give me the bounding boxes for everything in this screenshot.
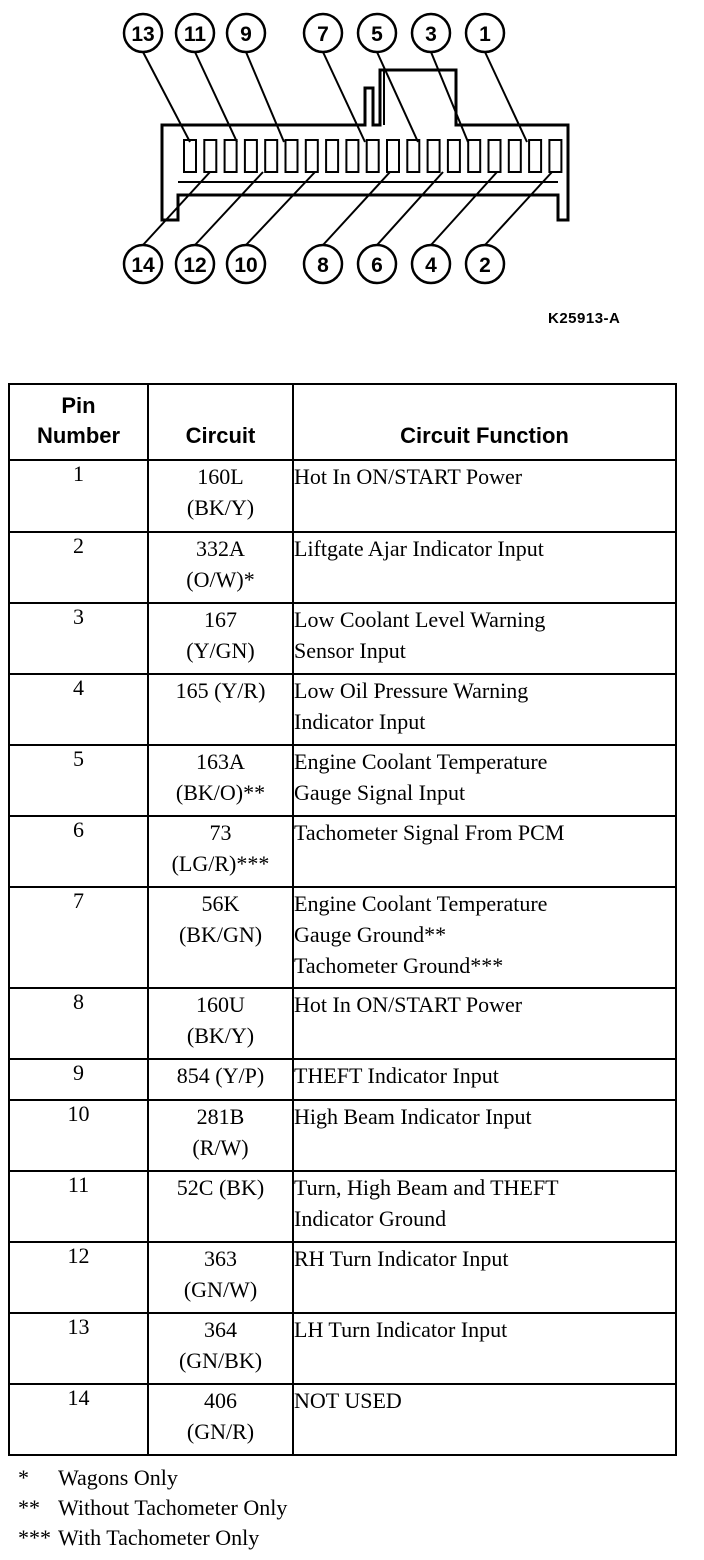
- pin-number-cell: 7: [9, 887, 148, 988]
- top-pin-callout: [304, 14, 342, 52]
- leader-line: [143, 172, 210, 245]
- pin-slot: [204, 140, 216, 172]
- pin-number-cell: 8: [9, 988, 148, 1059]
- pin-number-cell: 5: [9, 745, 148, 816]
- pin-number-cell: 4: [9, 674, 148, 745]
- circuit-function-line: Tachometer Signal From PCM: [294, 820, 565, 845]
- pin-slot: [326, 140, 338, 172]
- circuit-function-line: Sensor Input: [294, 638, 406, 663]
- table-row: [9, 887, 676, 988]
- pin-slot: [265, 140, 277, 172]
- pin-slot: [225, 140, 237, 172]
- pin-callout-number: 9: [240, 23, 252, 46]
- circuit-line: (GN/R): [186, 1419, 255, 1444]
- footnote-mark: ***: [18, 1525, 51, 1550]
- circuit-line: (BK/Y): [186, 1023, 255, 1048]
- footnote-text: Wagons Only: [58, 1465, 178, 1490]
- table-row: [9, 1059, 676, 1100]
- circuit-line: (GN/W): [183, 1277, 258, 1302]
- table-row: [9, 1242, 676, 1313]
- circuit-cell: [148, 603, 293, 674]
- circuit-line: 854 (Y/P): [176, 1063, 265, 1088]
- table-row: [9, 603, 676, 674]
- header-circuit: Circuit: [148, 384, 293, 460]
- circuit-function-line: LH Turn Indicator Input: [294, 1317, 508, 1342]
- circuit-function-cell: [293, 745, 676, 816]
- circuit-cell: [148, 1242, 293, 1313]
- bottom-pin-callout: [124, 245, 162, 283]
- bottom-pin-callout: [304, 245, 342, 283]
- table-row: [9, 745, 676, 816]
- circuit-line: 73: [209, 820, 232, 845]
- circuit-function-line: Liftgate Ajar Indicator Input: [294, 536, 544, 561]
- bottom-pin-callout: [176, 245, 214, 283]
- circuit-function-line: Low Coolant Level Warning: [294, 607, 546, 632]
- connector-body: [162, 70, 568, 220]
- pin-slot: [346, 140, 358, 172]
- circuit-line: 167: [204, 607, 237, 632]
- header-pin-number: [9, 384, 148, 460]
- circuit-cell: [148, 1059, 293, 1100]
- pin-slot: [428, 140, 440, 172]
- pin-number-cell: 1: [9, 460, 148, 532]
- pin-number-cell: 11: [9, 1171, 148, 1242]
- footnote-text: With Tachometer Only: [58, 1525, 260, 1550]
- pin-slot: [286, 140, 298, 172]
- pin-slot: [306, 140, 318, 172]
- pin-slot: [549, 140, 561, 172]
- circuit-cell: [148, 887, 293, 988]
- circuit-function-line: Hot In ON/START Power: [294, 464, 523, 489]
- pin-slot: [529, 140, 541, 172]
- circuit-line: (BK/O)**: [175, 780, 266, 805]
- table-row: [9, 816, 676, 887]
- top-pin-callout: [412, 14, 450, 52]
- figure-reference: K25913-A: [548, 310, 621, 327]
- circuit-cell: [148, 1100, 293, 1171]
- circuit-function-cell: [293, 1384, 676, 1455]
- circuit-line: 163A: [196, 749, 245, 774]
- circuit-cell: [148, 532, 293, 603]
- circuit-line: (BK/GN): [178, 922, 263, 947]
- bottom-pin-callout: [466, 245, 504, 283]
- circuit-function-line: Turn, High Beam and THEFT: [294, 1175, 559, 1200]
- circuit-function-line: Gauge Signal Input: [294, 780, 466, 805]
- header-circuit-function: Circuit Function: [293, 384, 676, 460]
- bottom-pin-callouts: [124, 245, 504, 283]
- pin-callout-number: 14: [131, 254, 155, 277]
- pin-callout-number: 11: [183, 23, 207, 46]
- bottom-pin-callout: [412, 245, 450, 283]
- circuit-cell: [148, 1171, 293, 1242]
- circuit-cell: [148, 1313, 293, 1384]
- pin-slot: [387, 140, 399, 172]
- pin-table-body: [9, 460, 676, 1455]
- top-pin-callout: [176, 14, 214, 52]
- connector-diagram: [0, 0, 704, 340]
- circuit-function-cell: [293, 1313, 676, 1384]
- circuit-cell: [148, 674, 293, 745]
- pin-callout-number: 1: [479, 23, 491, 46]
- pin-number-cell: 12: [9, 1242, 148, 1313]
- bottom-pin-callout: [358, 245, 396, 283]
- circuit-function-cell: [293, 674, 676, 745]
- table-row: [9, 674, 676, 745]
- pin-slot: [407, 140, 419, 172]
- pin-callout-number: 10: [234, 254, 258, 277]
- circuit-function-cell: [293, 603, 676, 674]
- pin-number-cell: 13: [9, 1313, 148, 1384]
- pin-number-cell: 6: [9, 816, 148, 887]
- pin-callout-number: 8: [317, 254, 329, 277]
- circuit-function-line: NOT USED: [294, 1388, 402, 1413]
- circuit-line: 406: [204, 1388, 237, 1413]
- circuit-function-cell: [293, 887, 676, 988]
- table-row: [9, 1384, 676, 1455]
- top-pin-callout: [124, 14, 162, 52]
- table-row: [9, 1313, 676, 1384]
- pin-callout-number: 12: [183, 254, 207, 277]
- circuit-function-line: High Beam Indicator Input: [294, 1104, 532, 1129]
- circuit-function-line: Indicator Input: [294, 709, 426, 734]
- circuit-cell: [148, 460, 293, 532]
- pin-callout-number: 2: [479, 254, 491, 277]
- circuit-function-cell: [293, 532, 676, 603]
- pin-number-cell: 3: [9, 603, 148, 674]
- leader-line: [143, 52, 190, 142]
- footnote: [18, 1523, 287, 1553]
- leader-line: [485, 52, 527, 142]
- circuit-function-line: RH Turn Indicator Input: [294, 1246, 509, 1271]
- pin-callout-number: 4: [425, 254, 437, 277]
- circuit-cell: [148, 816, 293, 887]
- circuit-function-line: Tachometer Ground***: [294, 953, 504, 978]
- circuit-function-cell: [293, 1100, 676, 1171]
- circuit-function-line: Indicator Ground: [294, 1206, 447, 1231]
- pin-callout-number: 13: [131, 23, 155, 46]
- circuit-function-line: Gauge Ground**: [294, 922, 447, 947]
- circuit-function-cell: [293, 816, 676, 887]
- circuit-line: 56K: [201, 891, 240, 916]
- circuit-function-cell: [293, 460, 676, 532]
- table-row: [9, 532, 676, 603]
- circuit-line: 52C (BK): [176, 1175, 265, 1200]
- header-pin-line-2: Number: [36, 423, 121, 448]
- leader-line: [195, 52, 237, 142]
- pin-slot: [448, 140, 460, 172]
- pin-slot: [184, 140, 196, 172]
- footnote: [18, 1493, 287, 1523]
- circuit-function-cell: [293, 1171, 676, 1242]
- leader-line: [431, 52, 468, 142]
- circuit-line: 160L: [197, 464, 244, 489]
- circuit-cell: [148, 1384, 293, 1455]
- pin-slot: [245, 140, 257, 172]
- circuit-function-cell: [293, 988, 676, 1059]
- top-pin-callout: [227, 14, 265, 52]
- table-row: [9, 1171, 676, 1242]
- circuit-line: (Y/GN): [186, 638, 255, 663]
- circuit-function-cell: [293, 1059, 676, 1100]
- circuit-line: 363: [204, 1246, 237, 1271]
- pin-slot: [509, 140, 521, 172]
- circuit-function-line: Engine Coolant Temperature: [294, 891, 548, 916]
- circuit-cell: [148, 988, 293, 1059]
- circuit-line: (R/W): [192, 1135, 249, 1160]
- circuit-line: 332A: [196, 536, 245, 561]
- circuit-line: (O/W)*: [186, 567, 255, 592]
- pin-slots: [184, 140, 561, 172]
- pin-number-cell: 14: [9, 1384, 148, 1455]
- table-row: [9, 460, 676, 532]
- circuit-line: (GN/BK): [178, 1348, 263, 1373]
- top-pin-callouts: [124, 14, 504, 52]
- circuit-cell: [148, 745, 293, 816]
- leader-line: [323, 52, 365, 142]
- circuit-function-line: Low Oil Pressure Warning: [294, 678, 529, 703]
- circuit-line: 281B: [196, 1104, 245, 1129]
- top-pin-callout: [466, 14, 504, 52]
- circuit-line: 364: [204, 1317, 237, 1342]
- header-pin-line-1: Pin: [61, 393, 96, 418]
- footnotes: [18, 1463, 287, 1553]
- circuit-function-line: Hot In ON/START Power: [294, 992, 523, 1017]
- pin-number-cell: 2: [9, 532, 148, 603]
- circuit-function-cell: [293, 1242, 676, 1313]
- pin-number-cell: 10: [9, 1100, 148, 1171]
- pin-callout-number: 6: [371, 254, 383, 277]
- table-row: [9, 988, 676, 1059]
- pin-slot: [468, 140, 480, 172]
- circuit-function-line: THEFT Indicator Input: [294, 1063, 499, 1088]
- leader-line: [246, 52, 284, 142]
- footnote-mark: *: [18, 1465, 29, 1490]
- table-row: [9, 1100, 676, 1171]
- top-pin-callout: [358, 14, 396, 52]
- pin-callout-number: 3: [425, 23, 437, 46]
- circuit-line: 160U: [196, 992, 245, 1017]
- footnote: [18, 1463, 287, 1493]
- footnote-text: Without Tachometer Only: [58, 1495, 288, 1520]
- pin-table: [8, 383, 677, 1456]
- pin-slot: [489, 140, 501, 172]
- pin-number-cell: 9: [9, 1059, 148, 1100]
- pin-slot: [367, 140, 379, 172]
- footnote-mark: **: [18, 1495, 40, 1520]
- pin-callout-number: 7: [317, 23, 329, 46]
- circuit-line: (LG/R)***: [171, 851, 270, 876]
- circuit-function-line: Engine Coolant Temperature: [294, 749, 548, 774]
- circuit-line: 165 (Y/R): [175, 678, 266, 703]
- pin-callout-number: 5: [371, 23, 383, 46]
- circuit-line: (BK/Y): [186, 495, 255, 520]
- bottom-pin-callout: [227, 245, 265, 283]
